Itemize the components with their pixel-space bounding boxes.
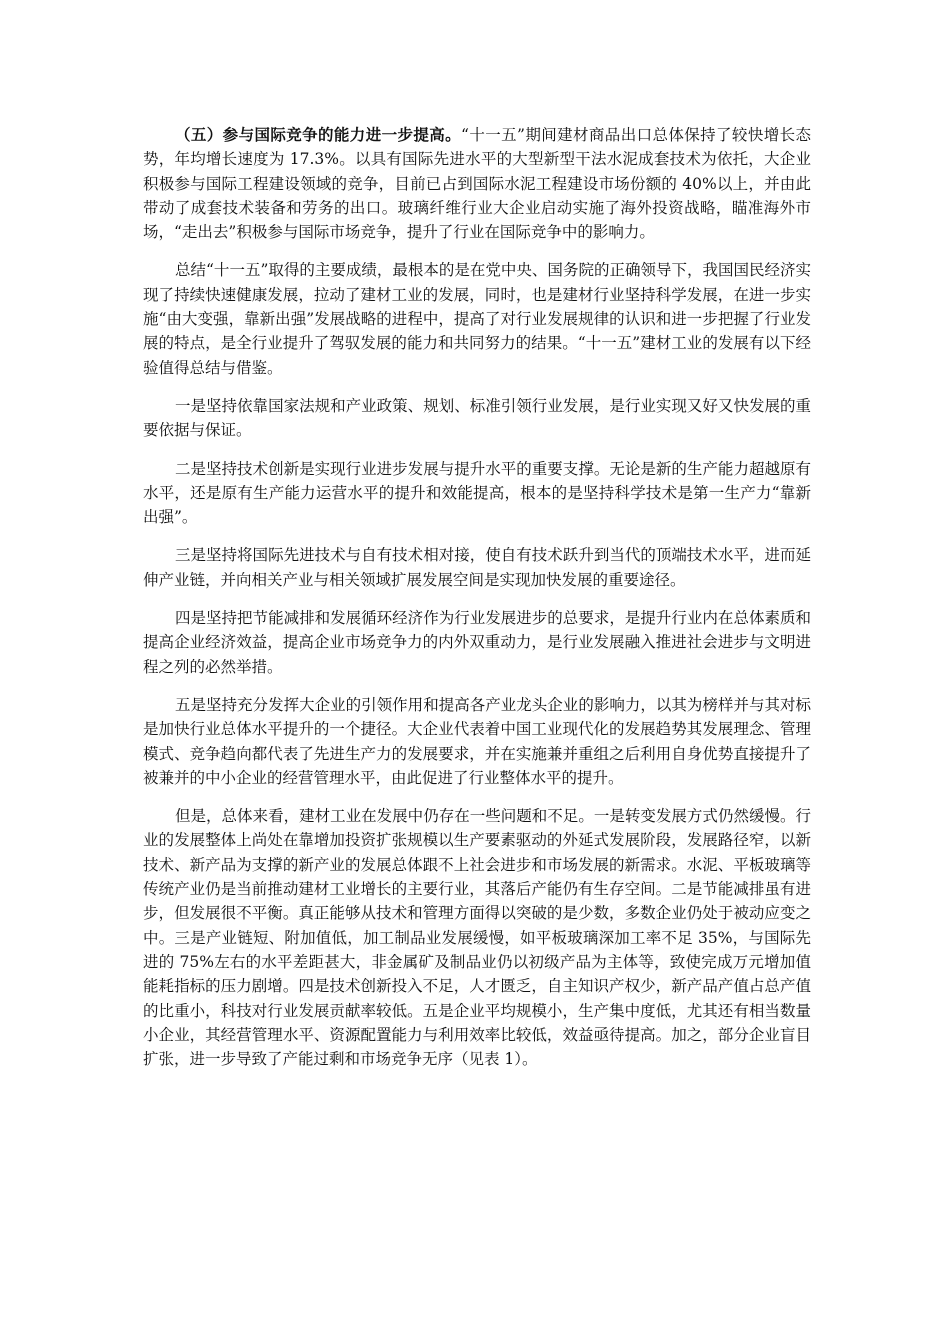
- paragraph-experience-1: 一是坚持依靠国家法规和产业政策、规划、标准引领行业发展，是行业实现又好又快发展的重要依据与保证。: [143, 396, 811, 440]
- paragraph-summary: 总结“十一五”取得的主要成绩，最根本的是在党中央、国务院的正确领导下，我国国民经济实现了持续快速健康发展，拉动了建材工业的发展，同时，也是建材行业坚持科学发展，在进一步实施“由大变强，靠新出强”发展战略的进程中，提高了对行业发展规律的认识和进一步把握了行业发展的特点，是全行业提升了驾驭发展的能力和共同努力的结果。“十一五”建材工业的发展有以下经验值得总结与借鉴。: [143, 261, 811, 377]
- document-page: [143, 123, 811, 1085]
- paragraph-text: “十一五”期间建材商品出口总体保持了较快增长态势，年均增长速度为 17.3%。以具有国际先进水平的大型新型干法水泥成套技术为依托，大企业积极参与国际工程建设领域的竞争，目前已占到国际水泥工程建设市场份额的 40%以上，并由此带动了成套技术装备和劳务的出口。玻璃纤维行业大企业启动实施了海外投资战略，瞄准海外市场，“走出去”积极参与国际市场竞争，提升了行业在国际竞争中的影响力。: [143, 126, 811, 242]
- paragraph-experience-3: 三是坚持将国际先进技术与自有技术相对接，使自有技术跃升到当代的顶端技术水平，进而延伸产业链，并向相关产业与相关领域扩展发展空间是实现加快发展的重要途径。: [143, 546, 811, 589]
- paragraph-experience-5: 五是坚持充分发挥大企业的引领作用和提高各产业龙头企业的影响力，以其为榜样并与其对标是加快行业总体水平提升的一个捷径。大企业代表着中国工业现代化的发展趋势其发展理念、管理模式、竞争趋向都代表了先进生产力的发展要求，并在实施兼并重组之后利用自身优势直接提升了被兼并的中小企业的经营管理水平，由此促进了行业整体水平的提升。: [143, 695, 811, 787]
- paragraph-international-competition: [143, 123, 811, 244]
- paragraph-heading: （五）参与国际竞争的能力进一步提高。: [175, 125, 462, 144]
- paragraph-experience-2: 二是坚持技术创新是实现行业进步发展与提升水平的重要支撑。无论是新的生产能力超越原有水平，还是原有生产能力运营水平的提升和效能提高，根本的是坚持科学技术是第一生产力“靠新出强”。: [143, 459, 811, 527]
- paragraph-problems: 但是，总体来看，建材工业在发展中仍存在一些问题和不足。一是转变发展方式仍然缓慢。行业的发展整体上尚处在靠增加投资扩张规模以生产要素驱动的外延式发展阶段，发展路径窄，以新技术、新产品为支撑的新产业的发展总体跟不上社会进步和市场发展的新需求。水泥、平板玻璃等传统产业仍是当前推动建材工业增长的主要行业，其落后产能仍有生存空间。二是节能减排虽有进步，但发展很不平衡。真正能够从技术和管理方面得以突破的是少数，多数企业仍处于被动应变之中。三是产业链短、附加值低，加工制品业发展缓慢，如平板玻璃深加工率不足 35%，与国际先进的 75%左右的水平差距甚大，非金属矿及制品业仍以初级产品为主体等，致使完成万元增加值能耗指标的压力剧增。四是技术创新投入不足，人才匮乏，自主知识产权少，新产品产值占总产值的比重小，科技对行业发展贡献率较低。五是企业平均规模小，生产集中度低，尤其还有相当数量小企业，其经营管理水平、资源配置能力与利用效率比较低，效益亟待提高。加之，部分企业盲目扩张，进一步导致了产能过剩和市场竞争无序（见表 1）。: [143, 807, 811, 1069]
- paragraph-experience-4: 四是坚持把节能减排和发展循环经济作为行业发展进步的总要求，是提升行业内在总体素质和提高企业经济效益，提高企业市场竞争力的内外双重动力，是行业发展融入推进社会进步与文明进程之列的必然举措。: [143, 609, 811, 676]
